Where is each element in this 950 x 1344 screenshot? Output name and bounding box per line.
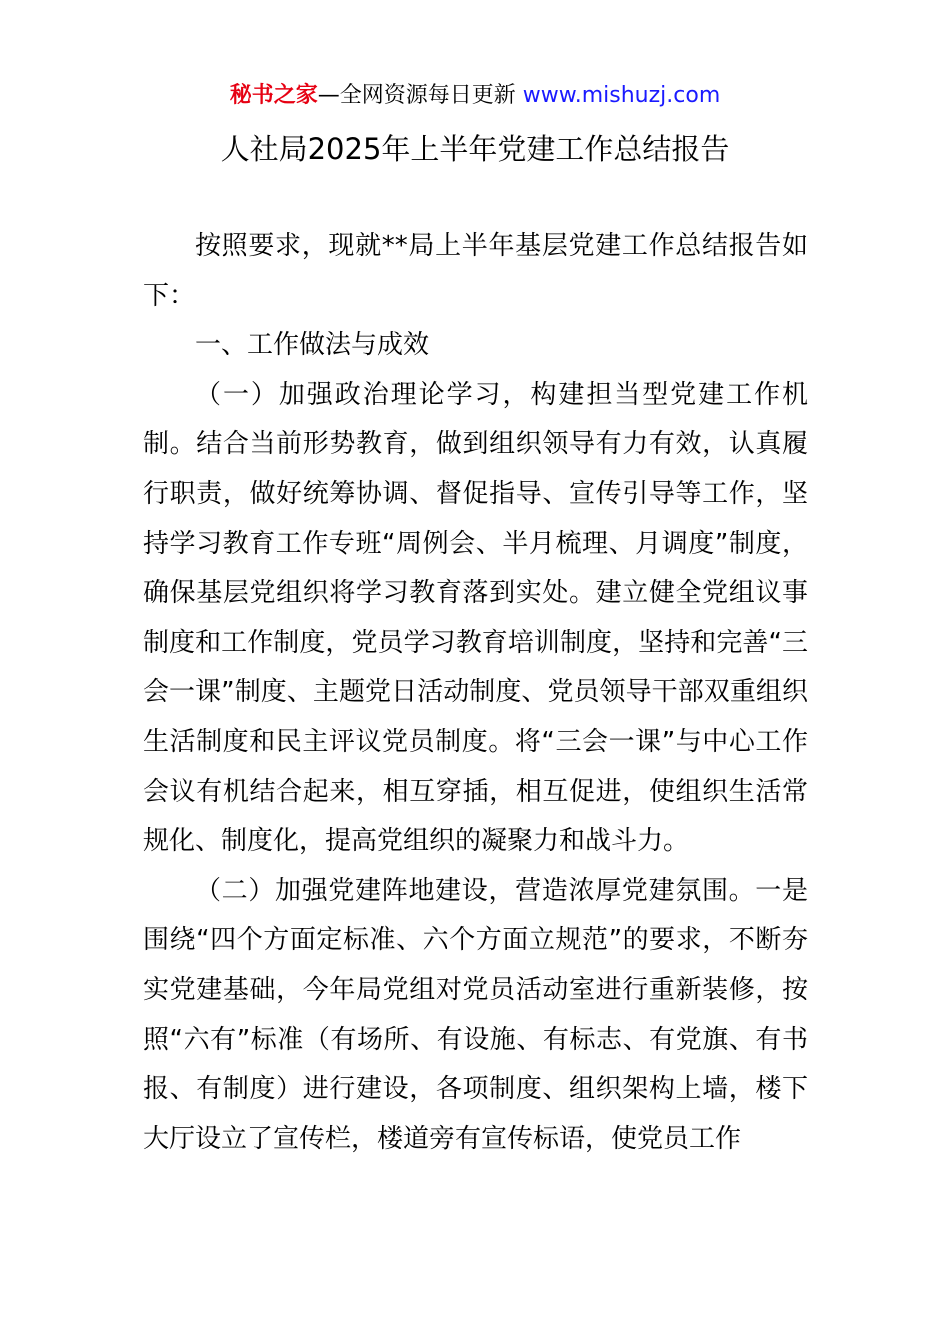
header-tagline: —全网资源每日更新	[317, 83, 523, 108]
section-heading: 一、工作做法与成效	[195, 330, 430, 361]
body-paragraph: （一）加强政治理论学习，构建担当型党建工作机制。结合当前形势教育，做到组织领导有力有效，认真履行职责，做好统筹协调、督促指导、宣传引导等工作，坚持学习教育工作专班“周例会、半月梳理、月调度”制度，确保基层党组织将学习教育落到实处。建立健全党组议事制度和工作制度，党员学习教育培训制度，坚持和完善“三会一课”制度、主题党日活动制度、党员领导干部双重组织生活制度和民主评议党员制度。将“三会一课”与中心工作会议有机结合起来，相互穿插，相互促进，使组织生活常规化、制度化，提高党组织的凝聚力和战斗力。	[143, 379, 808, 857]
brand-name: 秘书之家	[229, 83, 318, 108]
document-body	[143, 222, 808, 1164]
intro-paragraph: 按照要求，现就**局上半年基层党建工作总结报告如下：	[143, 231, 808, 311]
site-header	[0, 80, 950, 112]
body-paragraph: （二）加强党建阵地建设，营造浓厚党建氛围。一是围绕“四个方面定标准、六个方面立规范”的要求，不断夯实党建基础，今年局党组对党员活动室进行重新装修，按照“六有”标准（有场所、有设施、有标志、有党旗、有书报、有制度）进行建设，各项制度、组织架构上墙，楼下大厅设立了宣传栏，楼道旁有宣传标语，使党员工作	[143, 875, 808, 1154]
document-title: 人社局2025年上半年党建工作总结报告	[220, 132, 730, 166]
site-url[interactable]: www.mishuzj.com	[522, 83, 721, 108]
